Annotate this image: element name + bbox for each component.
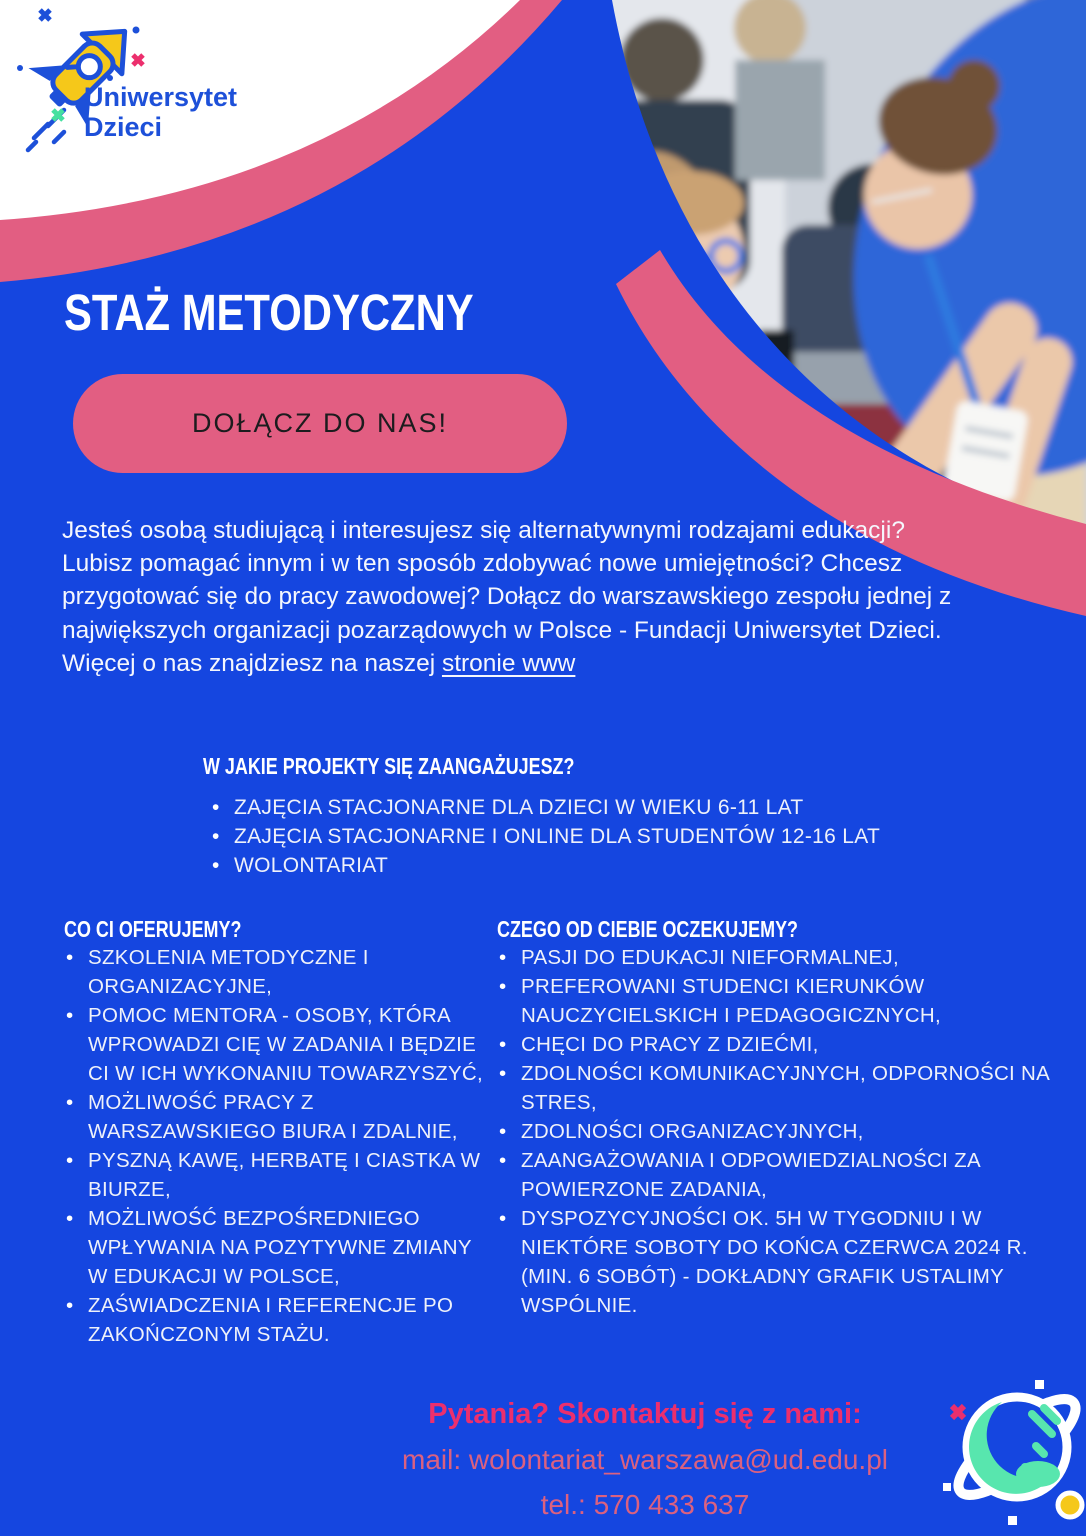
list-item: • POMOC MENTORA - OSOBY, KTÓRA WPROWADZI CIĘ W ZADANIA I BĘDZIE CI W ICH WYKONANIU TOWARZYSZYĆ,: [64, 1001, 492, 1088]
list-item: • ZAJĘCIA STACJONARNE I ONLINE DLA STUDENTÓW 12-16 LAT: [210, 822, 890, 851]
list-item: • PASJI DO EDUKACJI NIEFORMALNEJ,: [497, 943, 1071, 972]
list-item: • ZDOLNOŚCI ORGANIZACYJNYCH,: [497, 1117, 1071, 1146]
list-item: • SZKOLENIA METODYCZNE I ORGANIZACYJNE,: [64, 943, 492, 1001]
intro-text: Jesteś osobą studiującą i interesujesz się alternatywnymi rodzajami edukacji? Lubisz pomagać innym i w ten sposób zdobywać nowe umiejętności? Chcesz przygotować się do pracy zawodowej? Dołącz do warszawskiego zespołu jednej z największych organizacji pozarządowych w Polsce - Fundacji Uniwersytet Dzieci. Więcej o nas znajdziesz na naszej: [62, 517, 952, 677]
contact-phone: tel.: 570 433 637: [540, 1489, 750, 1520]
expectations-section: [497, 916, 1071, 1320]
logo-wordmark: [84, 82, 237, 142]
contact-heading: Pytania? Skontaktuj się z nami:: [428, 1398, 862, 1430]
contact-email: mail: wolontariat_warszawa@ud.edu.pl: [402, 1444, 888, 1475]
offer-heading: CO CI OFERUJEMY?: [64, 916, 242, 942]
offer-section: [64, 916, 492, 1349]
intro-paragraph: [62, 514, 974, 680]
expectations-list: [497, 943, 1071, 1320]
logo-line2: Dzieci: [84, 112, 163, 142]
list-item: • ZDOLNOŚCI KOMUNIKACYJNYCH, ODPORNOŚCI NA STRES,: [497, 1059, 1071, 1117]
list-item: • ZAŚWIADCZENIA I REFERENCJE PO ZAKOŃCZONYM STAŻU.: [64, 1291, 492, 1349]
expectations-heading: CZEGO OD CIEBIE OCZEKUJEMY?: [497, 916, 799, 942]
offer-list: [64, 943, 492, 1349]
projects-heading: W JAKIE PROJEKTY SIĘ ZAANGAŻUJESZ?: [203, 753, 575, 779]
list-item: • MOŻLIWOŚĆ BEZPOŚREDNIEGO WPŁYWANIA NA POZYTYWNE ZMIANY W EDUKACJI W POLSCE,: [64, 1204, 492, 1291]
contact-block: [205, 1392, 1085, 1527]
list-item: • ZAANGAŻOWANIA I ODPOWIEDZIALNOŚCI ZA POWIERZONE ZADANIA,: [497, 1146, 1071, 1204]
projects-list: [210, 793, 890, 881]
page-title-text: STAŻ METODYCZNY: [64, 284, 474, 341]
page-title: [64, 283, 564, 342]
list-item: • WOLONTARIAT: [210, 851, 890, 880]
logo-line1: Uniwersytet: [84, 82, 238, 112]
list-item: • PREFEROWANI STUDENCI KIERUNKÓW NAUCZYCIELSKICH I PEDAGOGICZNYCH,: [497, 972, 1071, 1030]
list-item: • DYSPOZYCYJNOŚCI OK. 5H W TYGODNIU I W NIEKTÓRE SOBOTY DO KOŃCA CZERWCA 2024 R. (MIN. 6 SOBÓT) - DOKŁADNY GRAFIK USTALIMY WSPÓLNIE.: [497, 1204, 1071, 1320]
list-item: • PYSZNĄ KAWĘ, HERBATĘ I CIASTKA W BIURZE,: [64, 1146, 492, 1204]
website-link[interactable]: stronie www: [441, 649, 576, 677]
join-us-button[interactable]: [73, 374, 567, 473]
list-item: • MOŻLIWOŚĆ PRACY Z WARSZAWSKIEGO BIURA I ZDALNIE,: [64, 1088, 492, 1146]
list-item: • CHĘCI DO PRACY Z DZIEĆMI,: [497, 1030, 1071, 1059]
list-item: • ZAJĘCIA STACJONARNE DLA DZIECI W WIEKU 6-11 LAT: [210, 793, 890, 822]
join-us-label: DOŁĄCZ DO NAS!: [191, 408, 449, 438]
